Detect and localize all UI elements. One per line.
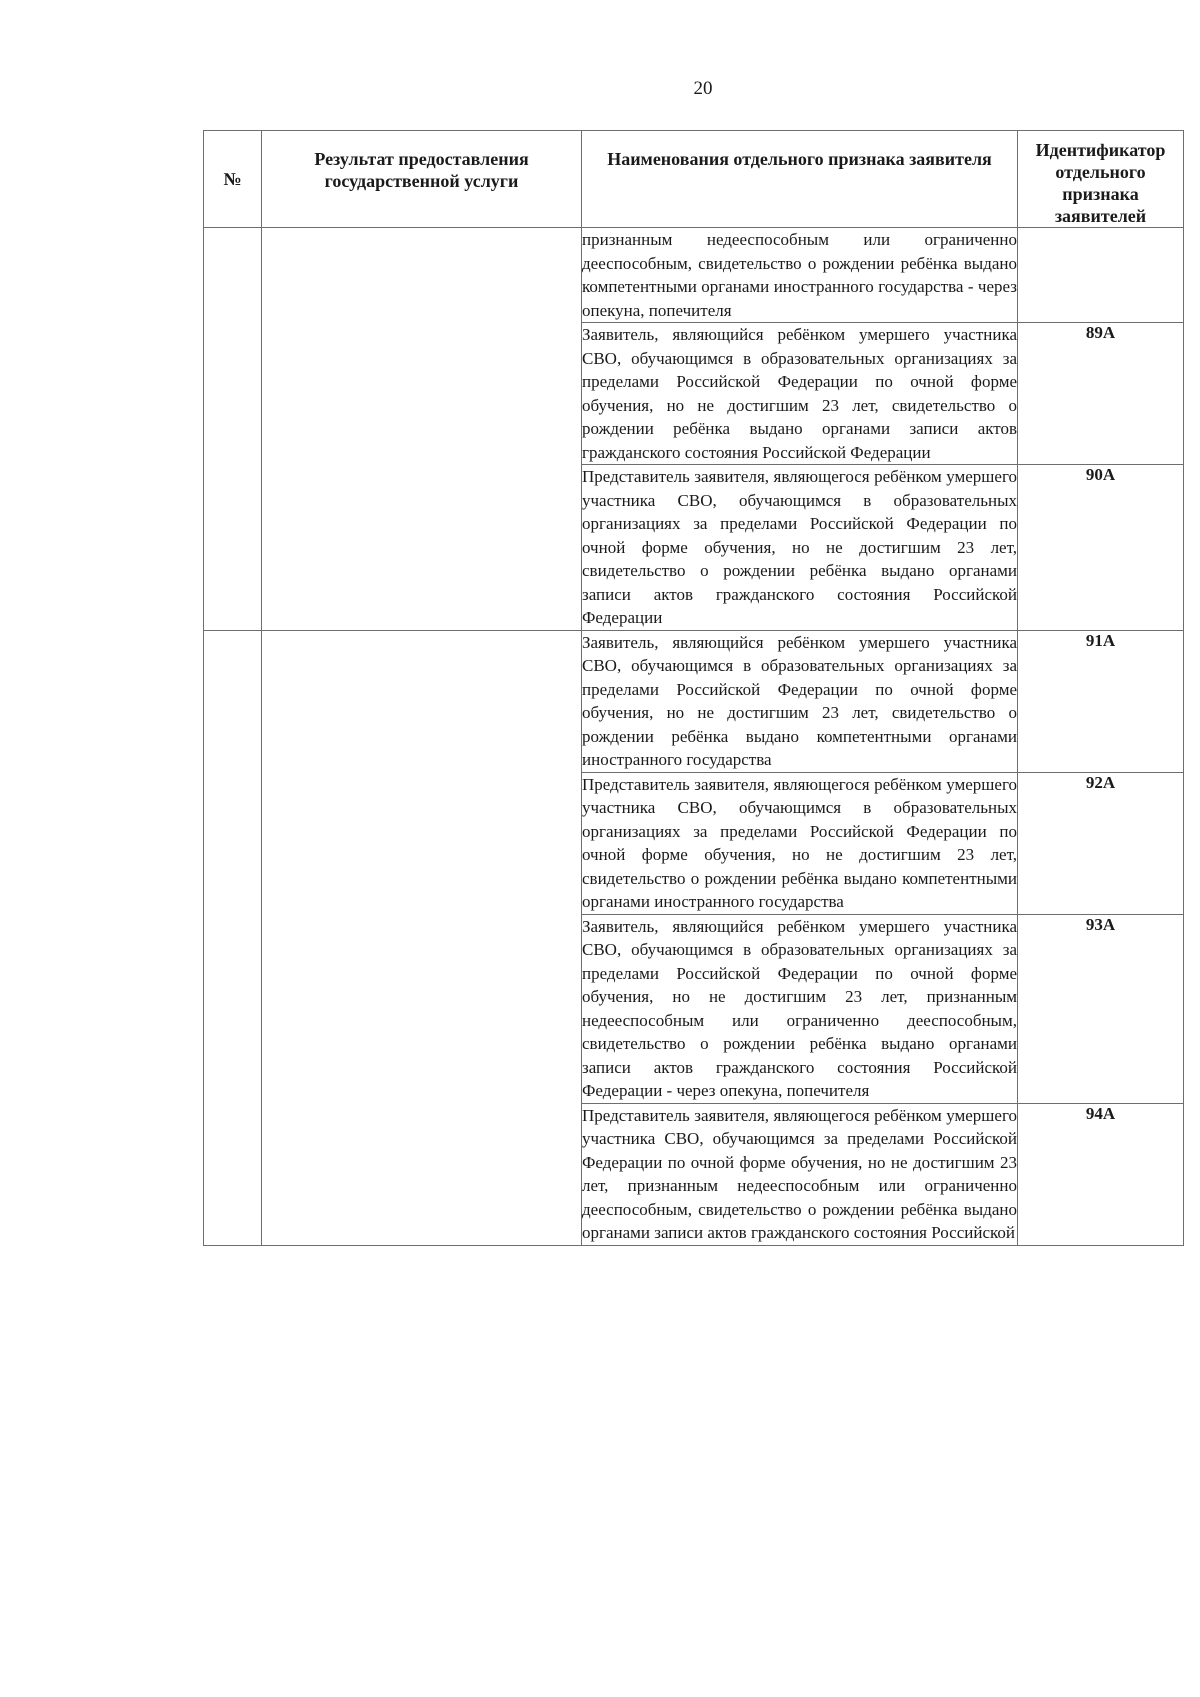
header-feature-id: Идентификатор отдельного признака заявителей: [1018, 131, 1184, 228]
feature-id-cell: 89А: [1018, 323, 1184, 465]
feature-name-cell: Представитель заявителя, являющегося ребёнком умершего участника СВО, обучающимся за пределами Российской Федерации по очной форме обучения, но не достигшим 23 лет, признанным недееспособным или ограниченно дееспособным, свидетельство о рождении ребёнка выдано органами записи актов гражданского состояния Российской: [582, 1103, 1018, 1245]
header-number: №: [204, 131, 262, 228]
table-row: [204, 630, 1184, 772]
feature-id-cell: [1018, 228, 1184, 323]
number-cell: [204, 630, 262, 1245]
feature-name-cell: признанным недееспособным или ограниченно дееспособным, свидетельство о рождении ребёнка выдано компетентными органами иностранного государства - через опекуна, попечителя: [582, 228, 1018, 323]
feature-id-cell: 90А: [1018, 465, 1184, 631]
applicant-features-table: [203, 130, 1184, 1246]
page-number: 20: [693, 78, 713, 99]
result-cell: [262, 228, 582, 631]
feature-name-cell: Заявитель, являющийся ребёнком умершего участника СВО, обучающимся в образовательных организациях за пределами Российской Федерации по очной форме обучения, но не достигшим 23 лет, свидетельство о рождении ребёнка выдано компетентными органами иностранного государства: [582, 630, 1018, 772]
table-header-row: [204, 131, 1184, 228]
feature-id-cell: 93А: [1018, 914, 1184, 1103]
header-result: Результат предоставления государственной услуги: [262, 131, 582, 228]
feature-name-cell: Представитель заявителя, являющегося ребёнком умершего участника СВО, обучающимся в образовательных организациях за пределами Российской Федерации по очной форме обучения, но не достигшим 23 лет, свидетельство о рождении ребёнка выдано органами записи актов гражданского состояния Российской Федерации: [582, 465, 1018, 631]
feature-name-cell: Заявитель, являющийся ребёнком умершего участника СВО, обучающимся в образовательных организациях за пределами Российской Федерации по очной форме обучения, но не достигшим 23 лет, признанным недееспособным или ограниченно дееспособным, свидетельство о рождении ребёнка выдано органами записи актов гражданского состояния Российской Федерации - через опекуна, попечителя: [582, 914, 1018, 1103]
feature-name-cell: Представитель заявителя, являющегося ребёнком умершего участника СВО, обучающимся в образовательных организациях за пределами Российской Федерации по очной форме обучения, но не достигшим 23 лет, свидетельство о рождении ребёнка выдано компетентными органами иностранного государства: [582, 772, 1018, 914]
feature-id-cell: 94А: [1018, 1103, 1184, 1245]
result-cell: [262, 630, 582, 1245]
number-cell: [204, 228, 262, 631]
feature-id-cell: 91А: [1018, 630, 1184, 772]
feature-name-cell: Заявитель, являющийся ребёнком умершего участника СВО, обучающимся в образовательных организациях за пределами Российской Федерации по очной форме обучения, но не достигшим 23 лет, свидетельство о рождении ребёнка выдано органами записи актов гражданского состояния Российской Федерации: [582, 323, 1018, 465]
header-feature-name: Наименования отдельного признака заявителя: [582, 131, 1018, 228]
table-row: [204, 228, 1184, 323]
feature-id-cell: 92А: [1018, 772, 1184, 914]
